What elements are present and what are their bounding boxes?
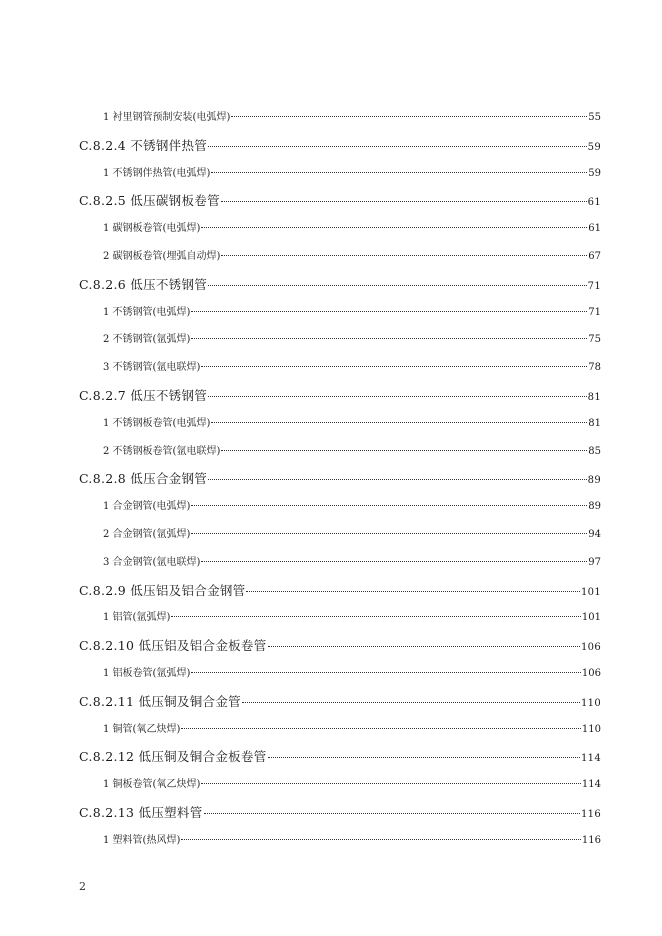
toc-item-row[interactable]	[103, 104, 601, 132]
toc-entry-title: C.8.2.4 不锈钢伴热管	[79, 137, 208, 153]
toc-dot-leader	[208, 478, 587, 480]
toc-dot-leader	[208, 284, 587, 286]
toc-dot-leader	[181, 727, 581, 729]
toc-entry-title: 2 合金钢管(氩弧焊)	[103, 528, 191, 540]
toc-item-row[interactable]	[103, 660, 601, 688]
toc-dot-leader	[181, 838, 581, 840]
toc-dot-leader	[201, 782, 581, 784]
toc-entry-title: C.8.2.11 低压铜及铜合金管	[79, 693, 241, 709]
toc-page-number: 97	[588, 556, 601, 568]
toc-dot-leader	[246, 590, 580, 592]
toc-page-number: 101	[581, 586, 601, 598]
toc-item-row[interactable]	[103, 215, 601, 243]
toc-entry-title: C.8.2.6 低压不锈钢管	[79, 276, 208, 292]
toc-page-number: 114	[581, 753, 601, 765]
toc-entry-title: 1 塑料管(热风焊)	[103, 834, 181, 846]
toc-dot-leader	[171, 615, 581, 617]
toc-entry-title: 1 不锈钢板卷管(电弧焊)	[103, 417, 211, 429]
toc-section-row[interactable]	[79, 382, 601, 410]
toc-item-row[interactable]	[103, 326, 601, 354]
toc-page-number: 59	[588, 167, 601, 179]
toc-page-number: 101	[581, 612, 601, 624]
toc-section-row[interactable]	[79, 271, 601, 299]
toc-item-row[interactable]	[103, 604, 601, 632]
toc-dot-leader	[201, 226, 587, 228]
toc-page-number: 116	[581, 808, 601, 820]
toc-entry-title: C.8.2.12 低压铜及铜合金板卷管	[79, 749, 267, 765]
toc-dot-leader	[191, 671, 581, 673]
toc-dot-leader	[208, 145, 587, 147]
toc-entry-title: C.8.2.10 低压铝及铝合金板卷管	[79, 638, 267, 654]
toc-entry-title: 1 碳钢板卷管(电弧焊)	[103, 223, 201, 235]
toc-entry-title: 1 合金钢管(电弧焊)	[103, 501, 191, 513]
toc-entry-title: 1 铜板卷管(氧乙炔焊)	[103, 779, 201, 791]
toc-item-row[interactable]	[103, 549, 601, 577]
toc-entry-title: 1 铜管(氧乙炔焊)	[103, 723, 181, 735]
toc-entry-title: 1 铝管(氩弧焊)	[103, 612, 171, 624]
toc-section-row[interactable]	[79, 577, 601, 605]
toc-dot-leader	[268, 756, 580, 758]
toc-item-row[interactable]	[103, 299, 601, 327]
toc-page-number: 71	[588, 306, 601, 318]
toc-section-row[interactable]	[79, 799, 601, 827]
toc-item-row[interactable]	[103, 493, 601, 521]
toc-page-number: 55	[588, 112, 601, 123]
toc-dot-leader	[191, 337, 587, 339]
toc-page-number: 71	[587, 280, 601, 292]
toc-item-row[interactable]	[103, 771, 601, 799]
toc-item-row[interactable]	[103, 354, 601, 382]
toc-dot-leader	[211, 171, 587, 173]
toc-page-number: 61	[587, 197, 601, 209]
toc-entry-title: C.8.2.7 低压不锈钢管	[79, 387, 208, 403]
toc-item-row[interactable]	[103, 410, 601, 438]
toc-dot-leader	[204, 812, 580, 814]
toc-dot-leader	[221, 254, 587, 256]
toc-page-number: 110	[581, 723, 601, 735]
toc-dot-leader	[221, 200, 587, 202]
toc-entry-title: C.8.2.9 低压铝及铝合金钢管	[79, 582, 246, 598]
toc-page-number: 61	[588, 223, 601, 235]
toc-page-number: 106	[581, 667, 601, 679]
toc-entry-title: C.8.2.13 低压塑料管	[79, 804, 203, 820]
toc-item-row[interactable]	[103, 438, 601, 466]
toc-dot-leader	[211, 421, 587, 423]
toc-item-row[interactable]	[103, 521, 601, 549]
toc-page-number: 110	[581, 697, 601, 709]
toc-dot-leader	[242, 701, 580, 703]
toc-page-number: 81	[588, 417, 601, 429]
toc-entry-title: 2 不锈钢管(氩弧焊)	[103, 334, 191, 346]
toc-item-row[interactable]	[103, 827, 601, 855]
toc-section-row[interactable]	[79, 632, 601, 660]
toc-dot-leader	[208, 395, 587, 397]
toc-entry-title: 1 不锈钢管(电弧焊)	[103, 306, 191, 318]
toc-dot-leader	[191, 504, 587, 506]
toc-page-number: 85	[588, 445, 601, 457]
toc-page-number: 81	[587, 391, 601, 403]
toc-entry-title: 1 不锈钢伴热管(电弧焊)	[103, 167, 211, 179]
toc-dot-leader	[231, 115, 587, 117]
toc-entry-title: C.8.2.8 低压合金钢管	[79, 471, 208, 487]
toc-page-number: 106	[581, 642, 601, 654]
toc-page-number: 67	[588, 250, 601, 262]
toc-item-row[interactable]	[103, 160, 601, 188]
toc-dot-leader	[221, 449, 587, 451]
toc-page-number: 89	[587, 475, 601, 487]
toc-entry-title: 1 铝板卷管(氩弧焊)	[103, 667, 191, 679]
toc-page-number: 116	[581, 834, 601, 846]
toc-section-row[interactable]	[79, 132, 601, 160]
toc-dot-leader	[201, 365, 587, 367]
table-of-contents	[0, 104, 662, 855]
toc-entry-title: 1 衬里钢管预制安装(电弧焊)	[103, 112, 231, 123]
toc-page-number: 94	[588, 528, 601, 540]
toc-dot-leader	[268, 645, 580, 647]
toc-page-number: 59	[587, 141, 601, 153]
toc-section-row[interactable]	[79, 688, 601, 716]
toc-section-row[interactable]	[79, 743, 601, 771]
toc-entry-title: 3 不锈钢管(氩电联焊)	[103, 362, 201, 374]
toc-entry-title: 2 碳钢板卷管(埋弧自动焊)	[103, 250, 221, 262]
page-number: 2	[79, 880, 86, 893]
toc-entry-title: C.8.2.5 低压碳钢板卷管	[79, 193, 220, 209]
toc-section-row[interactable]	[79, 187, 601, 215]
toc-section-row[interactable]	[79, 465, 601, 493]
toc-page-number: 114	[581, 779, 601, 791]
toc-page-number: 89	[588, 501, 601, 513]
toc-entry-title: 2 不锈钢板卷管(氩电联焊)	[103, 445, 221, 457]
toc-page-number: 78	[588, 362, 601, 374]
toc-page-number: 75	[588, 334, 601, 346]
toc-item-row[interactable]	[103, 243, 601, 271]
toc-dot-leader	[201, 560, 587, 562]
toc-dot-leader	[191, 310, 587, 312]
toc-entry-title: 3 合金钢管(氩电联焊)	[103, 556, 201, 568]
toc-dot-leader	[191, 532, 587, 534]
toc-item-row[interactable]	[103, 716, 601, 744]
